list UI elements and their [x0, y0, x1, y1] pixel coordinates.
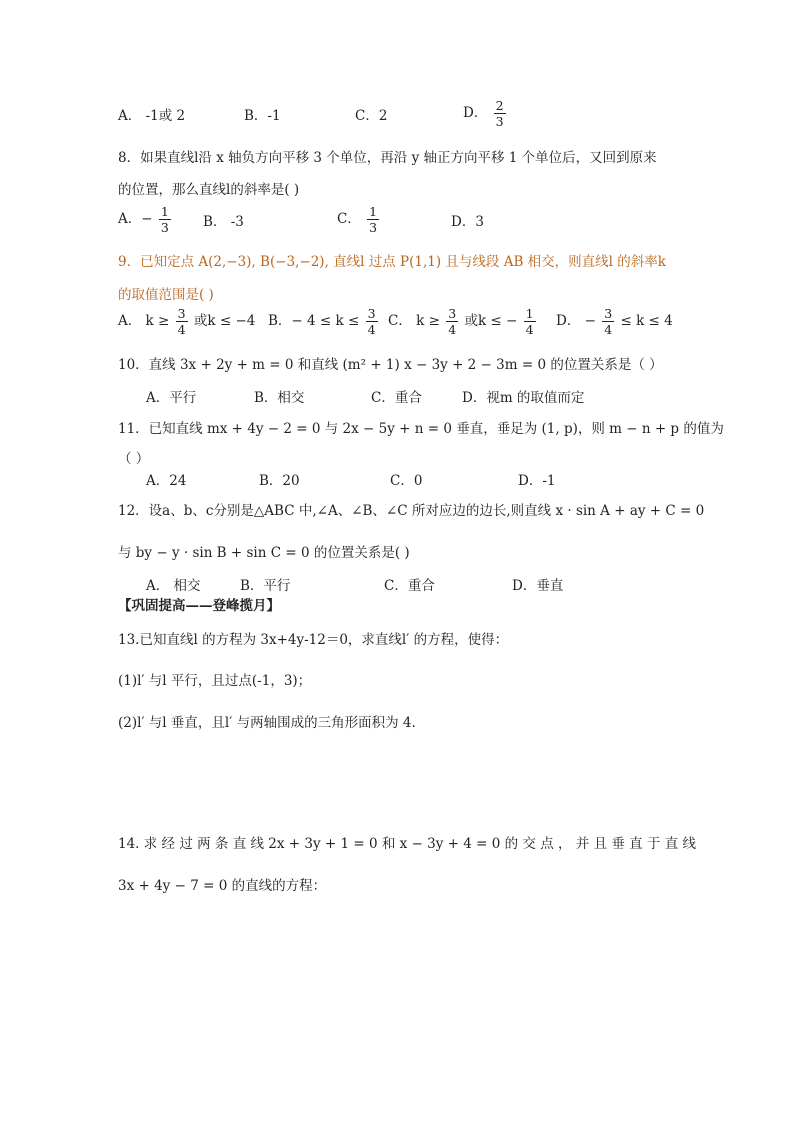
q8-option-d: D．3 — [451, 214, 484, 230]
q9-option-b-label: B．− 4 ≤ k ≤ — [268, 313, 360, 329]
q7-option-a: A． -1或 2 — [118, 108, 186, 124]
q9-option-d-fraction — [602, 306, 614, 337]
fraction-numerator: 3 — [448, 306, 457, 321]
q9-option-c-fraction-2 — [524, 306, 536, 337]
q12-option-b: B．平行 — [240, 578, 291, 594]
q12-stem-line2: 与 by − y · sin B + sin C = 0 的位置关系是( ) — [118, 545, 410, 561]
q11-option-a: A．24 — [146, 473, 187, 489]
q9-option-c-label: C． k ≥ — [388, 313, 440, 329]
fraction-numerator: 3 — [604, 306, 613, 321]
q12-stem-line1: 12．设a、b、c分别是△ABC 中,∠A、∠B、∠C 所对应边的边长,则直线 x · sin A + ay + C = 0 — [118, 503, 705, 519]
q9-stem-line1: 9．已知定点 A(2,−3), B(−3,−2), 直线l 过点 P(1,1) 且与线段 AB 相交，则直线l 的斜率k — [118, 254, 666, 270]
fraction-numerator: 3 — [367, 306, 376, 321]
fraction-denominator: 4 — [177, 322, 186, 337]
q9-option-c — [388, 306, 538, 337]
q12-option-c: C．重合 — [384, 578, 435, 594]
q10-option-d: D．视m 的取值而定 — [462, 390, 585, 406]
q13-stem: 13.已知直线l 的方程为 3x+4y-12＝0，求直线l′ 的方程，使得： — [118, 632, 509, 648]
q14-stem-line1: 14. 求 经 过 两 条 直 线 2x + 3y + 1 = 0 和 x − 3y + 4 = 0 的 交 点 ， 并 且 垂 直 于 直 线 — [118, 836, 697, 852]
fraction-numerator: 3 — [177, 306, 186, 321]
q8-stem-line2: 的位置，那么直线l的斜率是( ) — [118, 182, 300, 198]
q12-option-d: D．垂直 — [512, 578, 564, 594]
q9-option-a-fraction — [176, 306, 188, 337]
q10-option-c: C．重合 — [371, 390, 422, 406]
q7-option-b: B．-1 — [244, 108, 281, 124]
q13-part-2: (2)l′ 与l 垂直，且l′ 与两轴围成的三角形面积为 4. — [118, 715, 416, 731]
fraction-denominator: 4 — [604, 322, 613, 337]
fraction-numerator: 1 — [369, 204, 378, 219]
q7-option-d — [463, 98, 508, 129]
q11-option-b: B．20 — [259, 473, 300, 489]
fraction-denominator: 3 — [495, 114, 504, 129]
q11-option-d: D．-1 — [518, 473, 556, 489]
fraction-numerator: 1 — [160, 204, 169, 219]
q9-option-a-label: A． k ≥ — [118, 313, 170, 329]
q9-option-c-mid: 或k ≤ − — [464, 313, 518, 329]
q9-option-b — [268, 306, 380, 337]
q9-option-a-suffix: 或k ≤ −4 — [193, 313, 256, 329]
q11-option-c: C．0 — [390, 473, 423, 489]
q9-option-c-fraction-1 — [446, 306, 458, 337]
q8-option-b: B． -3 — [203, 214, 244, 230]
q8-option-a-label: A．− — [118, 211, 153, 227]
q10-stem: 10．直线 3x + 2y + m = 0 和直线 (m² + 1) x − 3y + 2 − 3m = 0 的位置关系是（ ） — [118, 357, 663, 373]
q8-option-c — [337, 204, 381, 235]
fraction-denominator: 3 — [369, 220, 378, 235]
q8-option-c-fraction — [367, 204, 379, 235]
q9-option-b-fraction — [366, 306, 378, 337]
fraction-denominator: 4 — [448, 322, 457, 337]
q8-option-a — [118, 204, 173, 235]
q8-option-a-fraction — [159, 204, 171, 235]
q9-option-d-label: D． − — [556, 313, 596, 329]
q11-stem-line2: （ ） — [118, 451, 150, 467]
q8-stem-line1: 8．如果直线l沿 x 轴负方向平移 3 个单位，再沿 y 轴正方向平移 1 个单位后，又回到原来 — [118, 150, 657, 166]
q13-part-1: (1)l′ 与l 平行，且过点(-1，3)； — [118, 673, 312, 689]
q9-option-a — [118, 306, 255, 337]
q14-stem-line2: 3x + 4y − 7 = 0 的直线的方程： — [118, 878, 327, 894]
fraction-denominator: 4 — [525, 322, 534, 337]
q9-stem-line2 — [118, 285, 214, 305]
q10-option-a: A．平行 — [146, 390, 197, 406]
q7-option-c: C．2 — [355, 108, 388, 124]
q11-stem-line1: 11．已知直线 mx + 4y − 2 = 0 与 2x − 5y + n = 0 垂直，垂足为 (1, p)，则 m − n + p 的值为 — [118, 421, 724, 437]
q8-option-c-label: C． — [337, 211, 361, 227]
q7-option-d-fraction — [494, 98, 506, 129]
q10-option-b: B．相交 — [254, 390, 305, 406]
q12-option-a: A． 相交 — [146, 578, 201, 594]
q9-option-d-suffix: ≤ k ≤ 4 — [620, 313, 673, 329]
q9-stem-line2-text: 的取值范围是( ) — [118, 287, 214, 303]
fraction-numerator: 1 — [525, 306, 534, 321]
fraction-denominator: 3 — [160, 220, 169, 235]
section-heading: 【巩固提高——登峰揽月】 — [118, 598, 280, 614]
fraction-denominator: 4 — [367, 322, 376, 337]
q9-option-d — [556, 306, 673, 337]
fraction-numerator: 2 — [495, 98, 504, 113]
q7-option-d-label: D． — [463, 105, 488, 121]
